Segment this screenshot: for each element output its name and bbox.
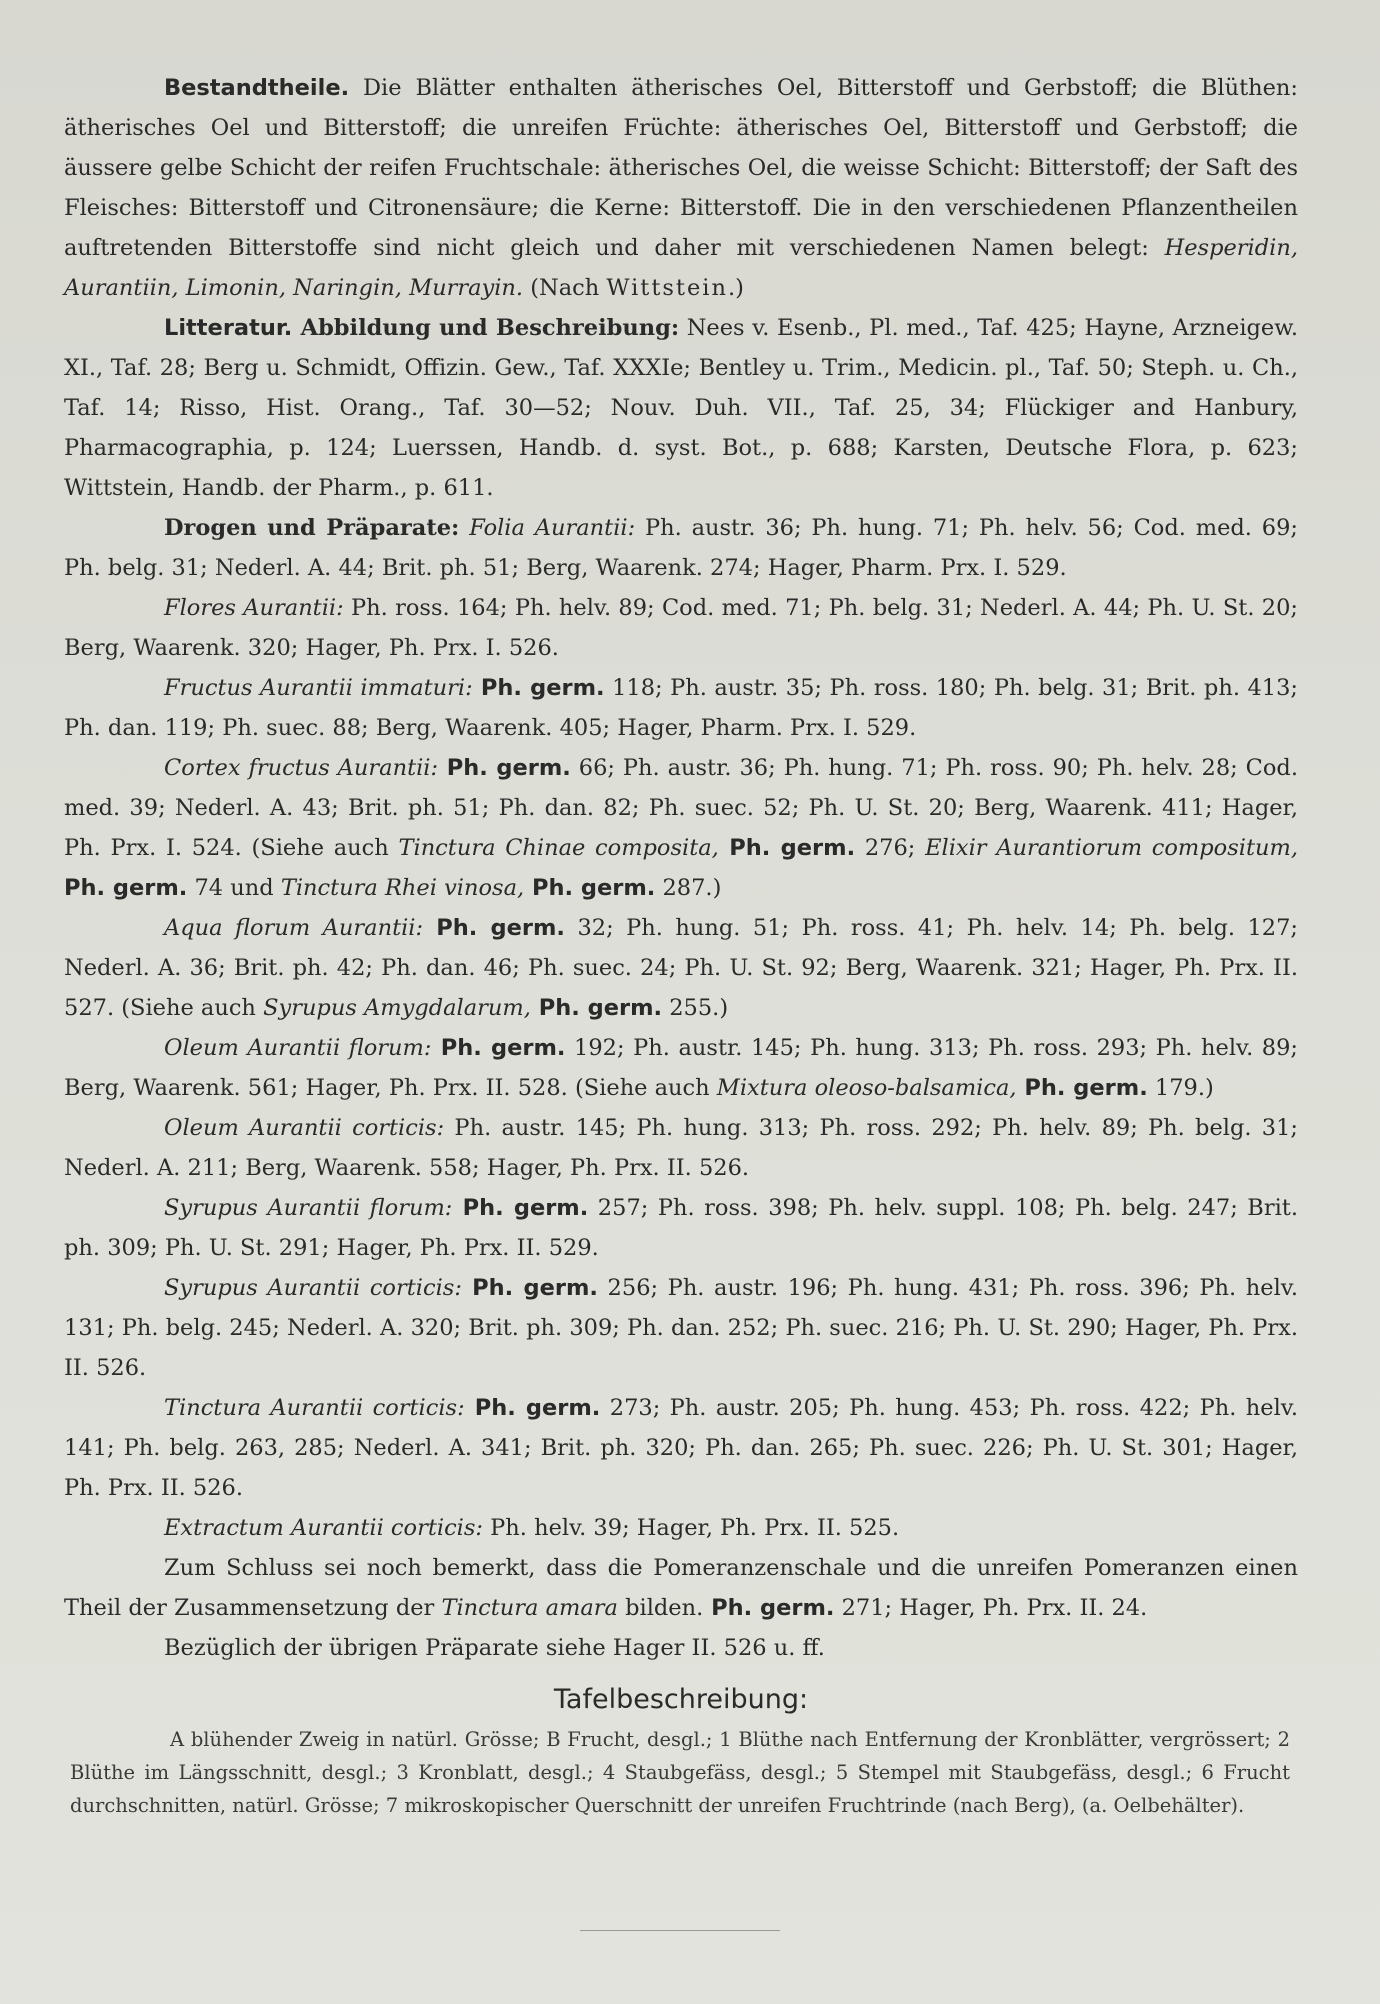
ph-germ-label: Ph. germ. xyxy=(461,1275,598,1301)
ph-germ-label: Ph. germ. xyxy=(464,1395,601,1421)
ph-germ-label: Ph. germ. xyxy=(718,835,856,861)
paragraph-text: Die Blätter enthalten ätherisches Oel, Bitterstoff und Gerbstoff; die Blüthen: ätherisches Oel und Bitterstoff; die unreifen Früchte: ätherisches Oel, Bitterstoff und Gerbstoff; die äussere gelbe Schicht der reifen Fruchtschale: ätherisches Oel, die weisse Schicht: Bitterstoff; der Saft des Fleisches: Bitterstoff und Citronensäure; die Kerne: Bitterstoff. Die in den verschiedenen Pflanzentheilen auftretenden Bitterstoffe sind nicht gleich und daher mit verschiedenen Namen belegt: xyxy=(64,75,1298,261)
paragraph-aqua xyxy=(64,908,1298,1028)
paragraph-oleum-corticis xyxy=(64,1108,1298,1188)
paragraph-text: 255.) xyxy=(662,995,729,1021)
source-author: Wittstein xyxy=(606,275,728,301)
reference-name: Mixtura oleoso-balsamica, xyxy=(716,1075,1017,1101)
paragraph-flores xyxy=(64,588,1298,668)
drug-name: Tinctura Aurantii corticis: xyxy=(164,1395,465,1421)
ph-germ-label: Ph. germ. xyxy=(64,875,188,901)
drug-name: Oleum Aurantii corticis: xyxy=(164,1115,445,1141)
ph-germ-label: Ph. germ. xyxy=(438,755,571,781)
paragraph-text: Bezüglich der übrigen Präparate siehe Hager II. 526 u. ff. xyxy=(164,1635,825,1661)
paragraph-cortex xyxy=(64,748,1298,908)
reference-name: Tinctura Chinae composita, xyxy=(398,835,719,861)
drug-name: Extractum Aurantii corticis: xyxy=(164,1515,483,1541)
paragraph-text: Zum Schluss sei noch bemerkt, dass die Pomeranzenschale und die unreifen Pomeranzen einen Theil der Zusammensetzung der xyxy=(64,1555,1298,1621)
paragraph-oleum-florum xyxy=(64,1028,1298,1108)
paragraph-syrupus-florum xyxy=(64,1188,1298,1268)
drug-name: Cortex fructus Aurantii: xyxy=(164,755,439,781)
section-label-bestandtheile: Bestandtheile. xyxy=(164,75,350,101)
paragraph-text: 257; Ph. ross. 398; Ph. helv. suppl. 108; Ph. belg. 247; Brit. ph. 309; Ph. U. St. 291; Hager, Ph. Prx. II. 529. xyxy=(64,1195,1298,1261)
paragraph-text: Ph. austr. 145; Ph. hung. 313; Ph. ross. 292; Ph. helv. 89; Ph. belg. 31; Nederl. A. 211; Berg, Waarenk. 558; Hager, Ph. Prx. II. 526. xyxy=(64,1115,1298,1181)
caption-text: A blühender Zweig in natürl. Grösse; B Frucht, desgl.; 1 Blüthe nach Entfernung der Kronblätter, vergrössert; 2 Blüthe im Längsschnitt, desgl.; 3 Kronblatt, desgl.; 4 Staubgefäss, desgl.; 5 Stempel mit Staubgefäss, desgl.; 6 Frucht durchschnitten, natürl. Grösse; 7 mikroskopischer Querschnitt der unreifen Fruchtrinde (nach Berg), (a. Oelbehälter). xyxy=(70,1728,1290,1817)
section-label-litteratur: Litteratur. xyxy=(164,315,293,341)
drug-name: Flores Aurantii: xyxy=(164,595,344,621)
paragraph-bezueglich xyxy=(64,1628,1298,1668)
paragraph-text: 32; Ph. hung. 51; Ph. ross. 41; Ph. helv. 14; Ph. belg. 127; Nederl. A. 36; Brit. ph. 42; Ph. dan. 46; Ph. suec. 24; Ph. U. St. 92; Berg, Waarenk. 321; Hager, Ph. Prx. II. 527. (Siehe auch xyxy=(64,915,1299,1021)
drug-name: Syrupus Aurantii florum: xyxy=(164,1195,453,1221)
ph-germ-label: Ph. germ. xyxy=(452,1195,589,1221)
paragraph-litteratur xyxy=(64,308,1298,508)
paragraph-text: 287.) xyxy=(655,875,722,901)
bitterstoff-names: Hesperidin, Aurantiin, Limonin, Naringin, Murrayin. xyxy=(64,235,1298,301)
paragraph-fructus xyxy=(64,668,1298,748)
ph-germ-label: Ph. germ. xyxy=(703,1595,835,1621)
paragraph-text: 271; Hager, Ph. Prx. II. 24. xyxy=(834,1595,1148,1621)
paragraph-extractum xyxy=(64,1508,1298,1548)
paragraph-syrupus-corticis xyxy=(64,1268,1298,1388)
paragraph-text: Ph. austr. 36; Ph. hung. 71; Ph. helv. 56; Cod. med. 69; Ph. belg. 31; Nederl. A. 44; Brit. ph. 51; Berg, Waarenk. 274; Hager, Pharm. Prx. I. 529. xyxy=(64,515,1298,581)
ph-germ-label: Ph. germ. xyxy=(524,875,656,901)
reference-name: Syrupus Amygdalarum, xyxy=(263,995,531,1021)
paragraph-schluss xyxy=(64,1548,1298,1628)
section-label-drogen: Drogen und Präparate: xyxy=(164,515,460,541)
ph-germ-label: Ph. germ. xyxy=(530,995,663,1021)
paragraph-text: 74 und xyxy=(187,875,281,901)
paragraph-text: 256; Ph. austr. 196; Ph. hung. 431; Ph. ross. 396; Ph. helv. 131; Ph. belg. 245; Nederl. A. 320; Brit. ph. 309; Ph. dan. 252; Ph. suec. 216; Ph. U. St. 290; Hager, Ph. Prx. II. 526. xyxy=(64,1275,1298,1381)
paragraph-text: bilden. xyxy=(617,1595,704,1621)
caption-title: Tafelbeschreibung: xyxy=(553,1684,809,1715)
source-suffix: .) xyxy=(727,275,744,301)
paragraph-text: 276; xyxy=(855,835,926,861)
drug-name: Fructus Aurantii immaturi: xyxy=(164,675,473,701)
paragraph-text: Nees v. Esenb., Pl. med., Taf. 425; Hayne, Arzneigew. XI., Taf. 28; Berg u. Schmidt, Offizin. Gew., Taf. XXXIe; Bentley u. Trim., Medicin. pl., Taf. 50; Steph. u. Ch., Taf. 14; Risso, Hist. Orang., Taf. 30—52; Nouv. Duh. VII., Taf. 25, 34; Flückiger and Hanbury, Pharmacographia, p. 124; Luerssen, Handb. d. syst. Bot., p. 688; Karsten, Deutsche Flora, p. 623; Wittstein, Handb. der Pharm., p. 611. xyxy=(64,315,1298,501)
paragraph-drogen xyxy=(64,508,1298,588)
paragraph-text: 66; Ph. austr. 36; Ph. hung. 71; Ph. ross. 90; Ph. helv. 28; Cod. med. 39; Nederl. A. 43; Brit. ph. 51; Ph. dan. 82; Ph. suec. 52; Ph. U. St. 20; Berg, Waarenk. 411; Hager, Ph. Prx. I. 524. (Siehe auch xyxy=(64,755,1298,861)
paragraph-text: 118; Ph. austr. 35; Ph. ross. 180; Ph. belg. 31; Brit. ph. 413; Ph. dan. 119; Ph. suec. 88; Berg, Waarenk. 405; Hager, Pharm. Prx. I. 529. xyxy=(64,675,1298,741)
paragraph-text: Ph. helv. 39; Hager, Ph. Prx. II. 525. xyxy=(483,1515,900,1541)
ph-germ-label: Ph. germ. xyxy=(431,1035,566,1061)
paragraph-text: Ph. ross. 164; Ph. helv. 89; Cod. med. 71; Ph. belg. 31; Nederl. A. 44; Ph. U. St. 20; Berg, Waarenk. 320; Hager, Ph. Prx. I. 526. xyxy=(64,595,1298,661)
ph-germ-label: Ph. germ. xyxy=(423,915,565,941)
ph-germ-label: Ph. germ. xyxy=(1016,1075,1148,1101)
drug-name: Oleum Aurantii florum: xyxy=(164,1035,432,1061)
reference-name: Elixir Aurantiorum compositum, xyxy=(925,835,1298,861)
paragraph-tinctura xyxy=(64,1388,1298,1508)
bottom-divider xyxy=(580,1930,780,1931)
drug-name: Folia Aurantii: xyxy=(469,515,636,541)
source-prefix: (Nach xyxy=(523,275,607,301)
paragraph-text: 273; Ph. austr. 205; Ph. hung. 453; Ph. ross. 422; Ph. helv. 141; Ph. belg. 263, 285; Nederl. A. 341; Brit. ph. 320; Ph. dan. 265; Ph. suec. 226; Ph. U. St. 301; Hager, Ph. Prx. II. 526. xyxy=(64,1395,1299,1501)
reference-name: Tinctura Rhei vinosa, xyxy=(280,875,525,901)
paragraph-text: 179.) xyxy=(1147,1075,1214,1101)
subsection-label: Abbildung und Beschreibung: xyxy=(292,315,680,341)
reference-name: Tinctura amara xyxy=(441,1595,618,1621)
drug-name: Aqua florum Aurantii: xyxy=(164,915,424,941)
paragraph-bestandtheile xyxy=(64,68,1298,308)
paragraph-text: 192; Ph. austr. 145; Ph. hung. 313; Ph. ross. 293; Ph. helv. 89; Berg, Waarenk. 561; Hager, Ph. Prx. II. 528. (Siehe auch xyxy=(64,1035,1298,1101)
drug-name: Syrupus Aurantii corticis: xyxy=(164,1275,462,1301)
ph-germ-label: Ph. germ. xyxy=(472,675,605,701)
